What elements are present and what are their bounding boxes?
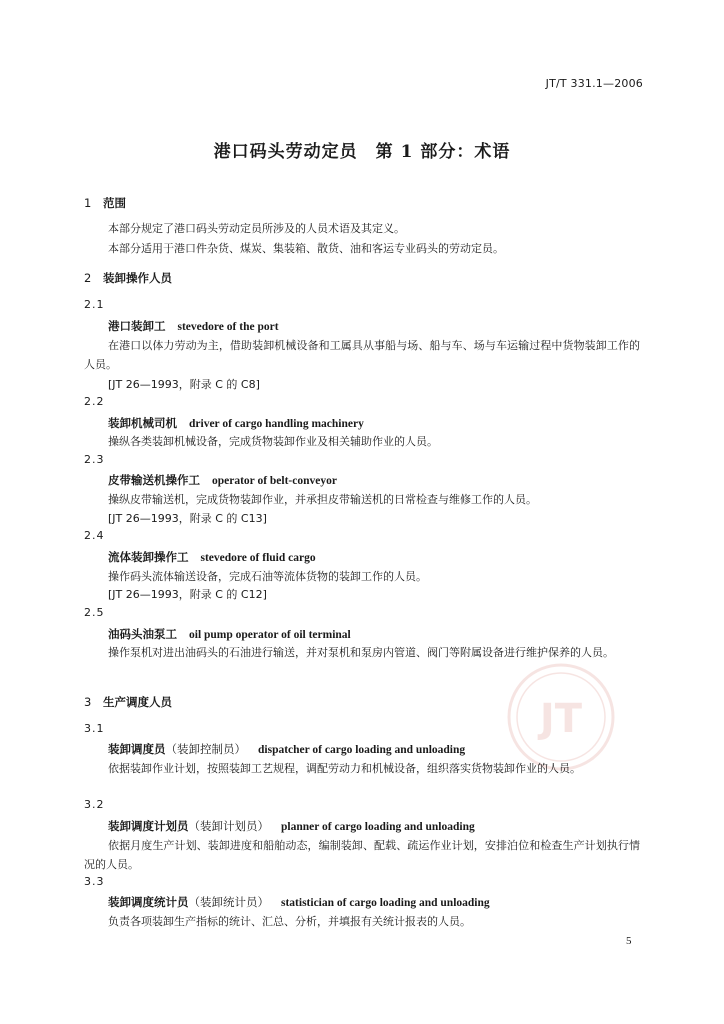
scope-paragraph-1: 本部分规定了港口码头劳动定员所涉及的人员术语及其定义。: [108, 222, 405, 235]
term-reference: [JT 26—1993，附录 C 的 C8]: [108, 378, 260, 391]
term-number: 2.5: [84, 606, 105, 619]
section-heading-2: 2 装卸操作人员: [84, 271, 172, 285]
term-number: 2.4: [84, 529, 105, 542]
term-definition: 操纵皮带输送机，完成货物装卸作业，并承担皮带输送机的日常检查与维修工作的人员。: [108, 493, 537, 506]
term-definition: 在港口以体力劳动为主，借助装卸机械设备和工属具从事船与场、船与车、场与车运输过程中货物装卸工作的人员。: [84, 339, 640, 371]
term-reference: [JT 26—1993，附录 C 的 C12]: [108, 588, 267, 601]
term-number: 3.3: [84, 875, 105, 888]
term-title: 流体装卸操作工 stevedore of fluid cargo: [108, 550, 316, 564]
term-title: 港口装卸工 stevedore of the port: [108, 319, 279, 333]
term-title: 装卸调度计划员（装卸计划员） planner of cargo loading and unloading: [108, 819, 475, 833]
section-heading-1: 1 范围: [84, 196, 126, 210]
page-title: 港口码头劳动定员 第 1 部分：术语: [213, 142, 511, 162]
term-definition: 负责各项装卸生产指标的统计、汇总、分析，并填报有关统计报表的人员。: [108, 915, 471, 928]
term-definition: 操作泵机对进出油码头的石油进行输送，并对泵机和泵房内管道、阀门等附属设备进行维护保养的人员。: [108, 646, 614, 659]
term-title: 装卸调度员（装卸控制员） dispatcher of cargo loading and unloading: [108, 742, 466, 756]
term-number: 2.3: [84, 453, 105, 466]
term-definition: 依据装卸作业计划，按照装卸工艺规程，调配劳动力和机械设备，组织落实货物装卸作业的人员。: [108, 762, 581, 775]
term-reference: [JT 26—1993，附录 C 的 C13]: [108, 512, 267, 525]
term-title: 皮带输送机操作工 operator of belt-conveyor: [108, 473, 337, 487]
term-definition: 依据月度生产计划、装卸进度和船舶动态，编制装卸、配载、疏运作业计划，安排泊位和检查生产计划执行情况的人员。: [84, 839, 640, 871]
standard-code: JT/T 331.1—2006: [545, 77, 643, 90]
term-title: 装卸机械司机 driver of cargo handling machinery: [108, 416, 364, 430]
scope-paragraph-2: 本部分适用于港口件杂货、煤炭、集装箱、散货、油和客运专业码头的劳动定员。: [108, 242, 504, 255]
section-heading-3: 3 生产调度人员: [84, 695, 172, 709]
term-number: 2.2: [84, 395, 105, 408]
page-number: 5: [626, 935, 632, 947]
term-number: 3.1: [84, 722, 105, 735]
term-title: 装卸调度统计员（装卸统计员） statistician of cargo loading and unloading: [108, 895, 490, 909]
jt-watermark-seal: [506, 662, 616, 772]
watermark-text: JT: [539, 696, 583, 742]
term-title: 油码头油泵工 oil pump operator of oil terminal: [108, 627, 351, 641]
term-definition: 操纵各类装卸机械设备，完成货物装卸作业及相关辅助作业的人员。: [108, 435, 438, 448]
term-definition: 操作码头流体输送设备，完成石油等流体货物的装卸工作的人员。: [108, 570, 427, 583]
term-number: 2.1: [84, 298, 105, 311]
term-number: 3.2: [84, 798, 105, 811]
